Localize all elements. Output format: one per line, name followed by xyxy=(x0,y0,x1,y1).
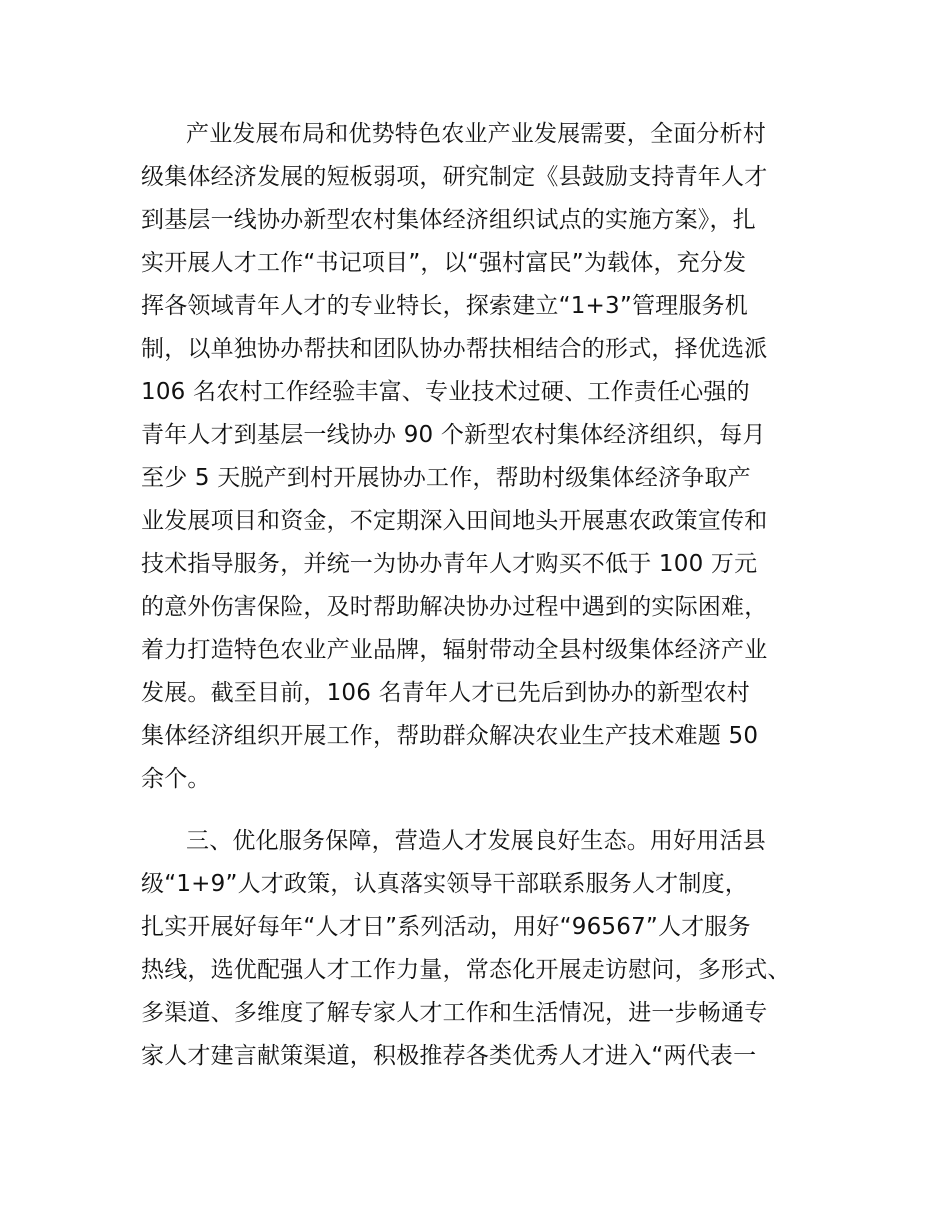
paragraph-2-line-6: 家人才建言献策渠道，积极推荐各类优秀人才进入“两代表一 xyxy=(141,1043,757,1069)
paragraph-1-line-7: 106 名农村工作经验丰富、专业技术过硬、工作责任心强的 xyxy=(141,379,750,405)
paragraph-2-line-5: 多渠道、多维度了解专家人才工作和生活情况，进一步畅通专 xyxy=(141,1000,768,1026)
paragraph-1-line-6: 制，以单独协办帮扶和团队协办帮扶相结合的形式，择优选派 xyxy=(141,336,768,362)
paragraph-1-line-11: 技术指导服务，并统一为协办青年人才购买不低于 100 万元 xyxy=(141,551,758,577)
paragraph-1-line-4: 实开展人才工作“书记项目”，以“强村富民”为载体，充分发 xyxy=(141,250,747,276)
paragraph-1-line-16: 余个。 xyxy=(141,766,211,792)
paragraph-1-line-14: 发展。截至目前，106 名青年人才已先后到协办的新型农村 xyxy=(141,680,750,706)
paragraph-1-line-8: 青年人才到基层一线协办 90 个新型农村集体经济组织，每月 xyxy=(141,422,766,448)
paragraph-1-line-12: 的意外伤害保险，及时帮助解决协办过程中遇到的实际困难， xyxy=(141,594,768,620)
paragraph-1-line-10: 业发展项目和资金，不定期深入田间地头开展惠农政策宣传和 xyxy=(141,508,768,534)
paragraph-2-line-3: 扎实开展好每年“人才日”系列活动，用好“96567”人才服务 xyxy=(141,914,751,940)
paragraph-1-line-9: 至少 5 天脱产到村开展协办工作，帮助村级集体经济争取产 xyxy=(141,465,751,491)
paragraph-2-line-2: 级“1+9”人才政策，认真落实领导干部联系服务人才制度， xyxy=(141,871,748,897)
paragraph-2-line-1: 三、优化服务保障，营造人才发展良好生态。用好用活县 xyxy=(186,828,766,854)
paragraph-1-line-3: 到基层一线协办新型农村集体经济组织试点的实施方案》，扎 xyxy=(141,207,756,233)
paragraph-1-line-2: 级集体经济发展的短板弱项，研究制定《县鼓励支持青年人才 xyxy=(141,164,768,190)
paragraph-2-line-4: 热线，选优配强人才工作力量，常态化开展走访慰问，多形式、 xyxy=(141,957,791,983)
paragraph-1-line-15: 集体经济组织开展工作，帮助群众解决农业生产技术难题 50 xyxy=(141,723,759,749)
paragraph-1-line-1: 产业发展布局和优势特色农业产业发展需要，全面分析村 xyxy=(186,121,766,147)
paragraph-1-line-13: 着力打造特色农业产业品牌，辐射带动全县村级集体经济产业 xyxy=(141,637,768,663)
paragraph-1-line-5: 挥各领域青年人才的专业特长，探索建立“1+3”管理服务机 xyxy=(141,293,748,319)
